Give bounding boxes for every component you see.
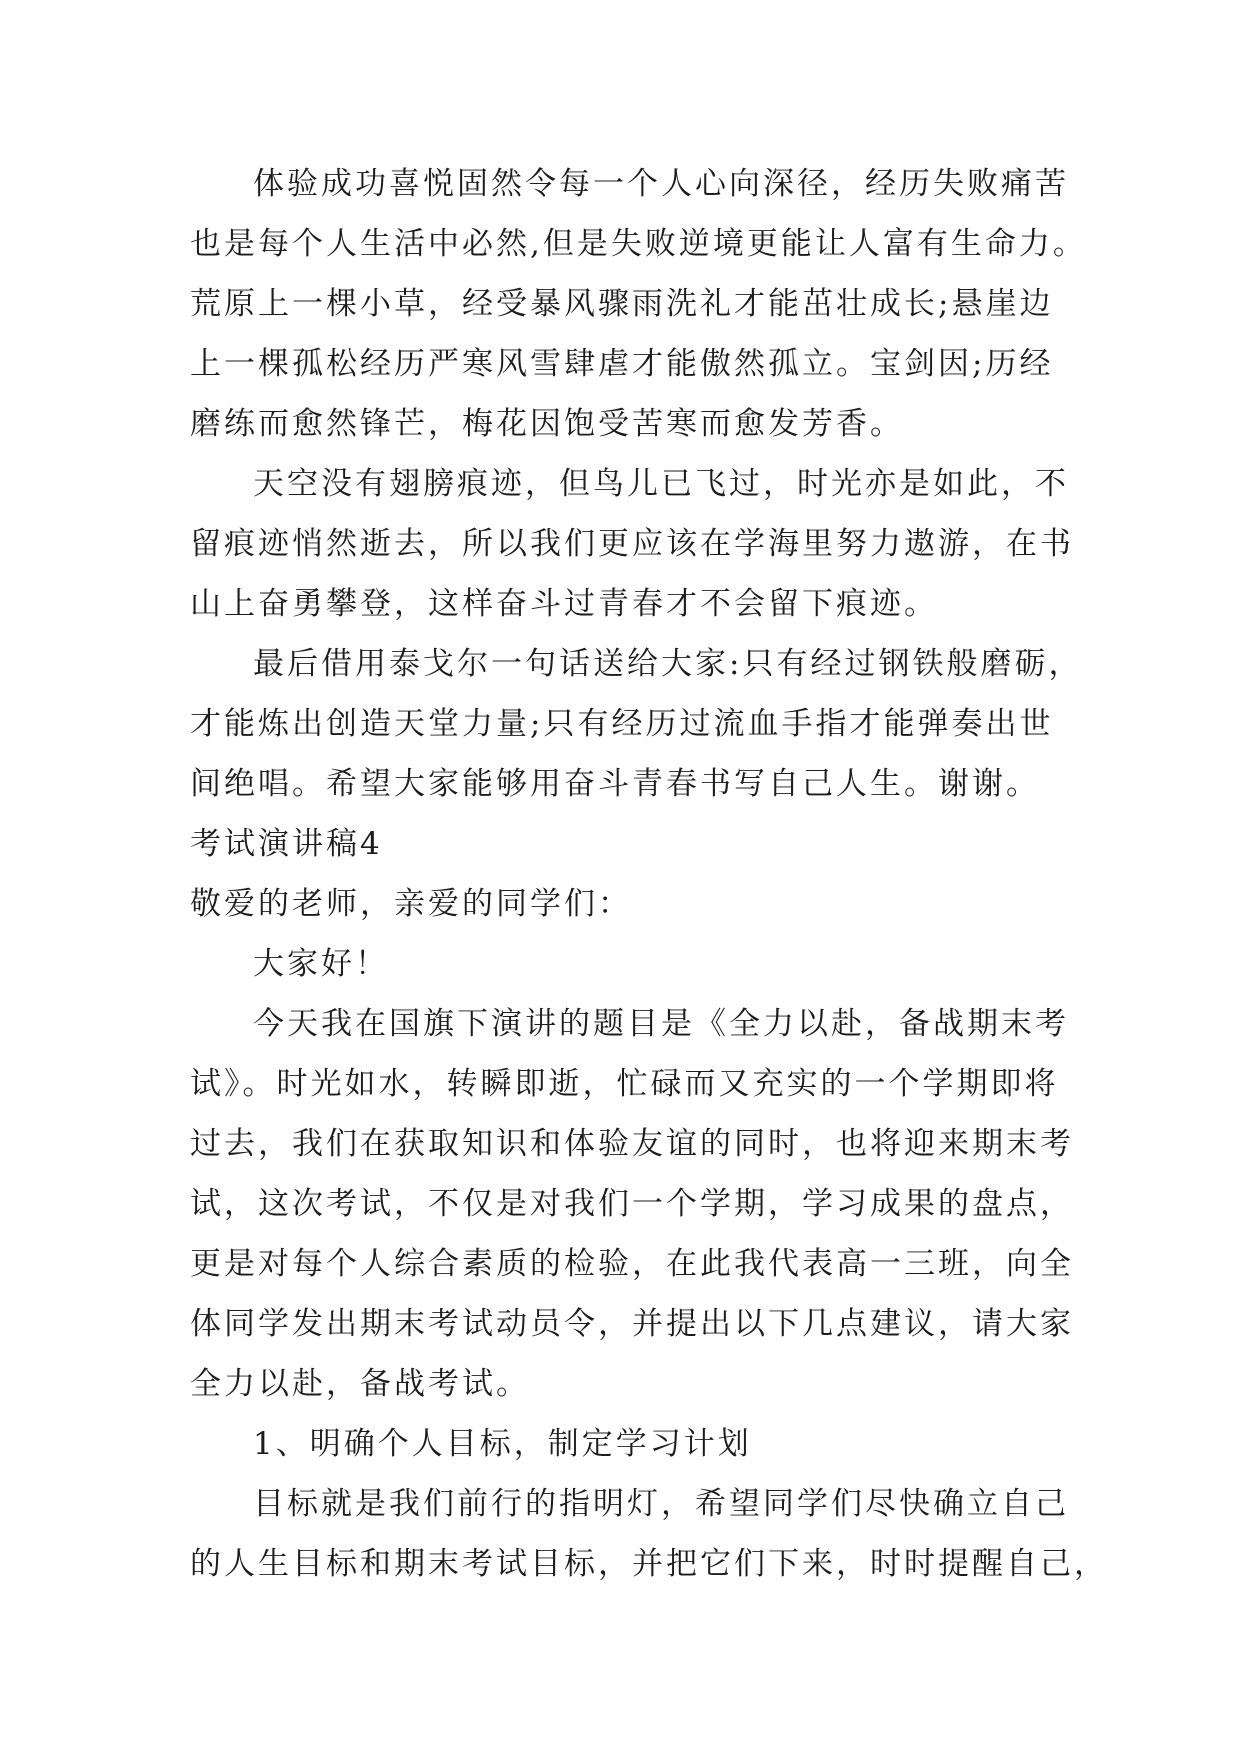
paragraph-line: 荒原上一棵小草，经受暴风骤雨洗礼才能茁壮成长;悬崖边 bbox=[190, 286, 1054, 322]
greeting: 大家好！ bbox=[253, 946, 389, 982]
paragraph-line: 最后借用泰戈尔一句话送给大家:只有经过钢铁般磨砺， bbox=[253, 646, 1083, 682]
paragraph-line: 试，这次考试，不仅是对我们一个学期，学习成果的盘点， bbox=[190, 1186, 1074, 1222]
paragraph-line: 也是每个人生活中必然,但是失败逆境更能让人富有生命力。 bbox=[190, 226, 1087, 262]
paragraph-line: 上一棵孤松经历严寒风雪肆虐才能傲然孤立。宝剑因;历经 bbox=[190, 346, 1054, 382]
paragraph-line: 目标就是我们前行的指明灯，希望同学们尽快确立自己 bbox=[253, 1486, 1069, 1522]
paragraph-line: 留痕迹悄然逝去，所以我们更应该在学海里努力遨游，在书 bbox=[190, 526, 1074, 562]
paragraph-line: 山上奋勇攀登，这样奋斗过青春才不会留下痕迹。 bbox=[190, 586, 938, 622]
paragraph-line: 全力以赴，备战考试。 bbox=[190, 1366, 530, 1402]
paragraph-line: 过去，我们在获取知识和体验友谊的同时，也将迎来期末考 bbox=[190, 1126, 1074, 1162]
paragraph-line: 间绝唱。希望大家能够用奋斗青春书写自己人生。谢谢。 bbox=[190, 766, 1040, 802]
paragraph-line: 天空没有翅膀痕迹，但鸟儿已飞过，时光亦是如此，不 bbox=[253, 466, 1069, 502]
paragraph-line: 今天我在国旗下演讲的题目是《全力以赴，备战期末考 bbox=[253, 1006, 1069, 1042]
paragraph-line: 试》。时光如水，转瞬即逝，忙碌而又充实的一个学期即将 bbox=[190, 1066, 1059, 1102]
paragraph-line: 才能炼出创造天堂力量;只有经历过流血手指才能弹奏出世 bbox=[190, 706, 1054, 742]
paragraph-line: 更是对每个人综合素质的检验，在此我代表高一三班，向全 bbox=[190, 1246, 1074, 1282]
paragraph-line: 磨练而愈然锋芒，梅花因饱受苦寒而愈发芳香。 bbox=[190, 406, 904, 442]
paragraph-line: 体同学发出期末考试动员令，并提出以下几点建议，请大家 bbox=[190, 1306, 1074, 1342]
paragraph-line: 体验成功喜悦固然令每一个人心向深径，经历失败痛苦 bbox=[253, 166, 1069, 202]
paragraph-line: 的人生目标和期末考试目标，并把它们下来，时时提醒自己， bbox=[190, 1546, 1108, 1582]
list-item-heading: 1、明确个人目标，制定学习计划 bbox=[253, 1426, 752, 1462]
section-heading: 考试演讲稿4 bbox=[190, 826, 383, 862]
salutation: 敬爱的老师，亲爱的同学们： bbox=[190, 886, 632, 922]
